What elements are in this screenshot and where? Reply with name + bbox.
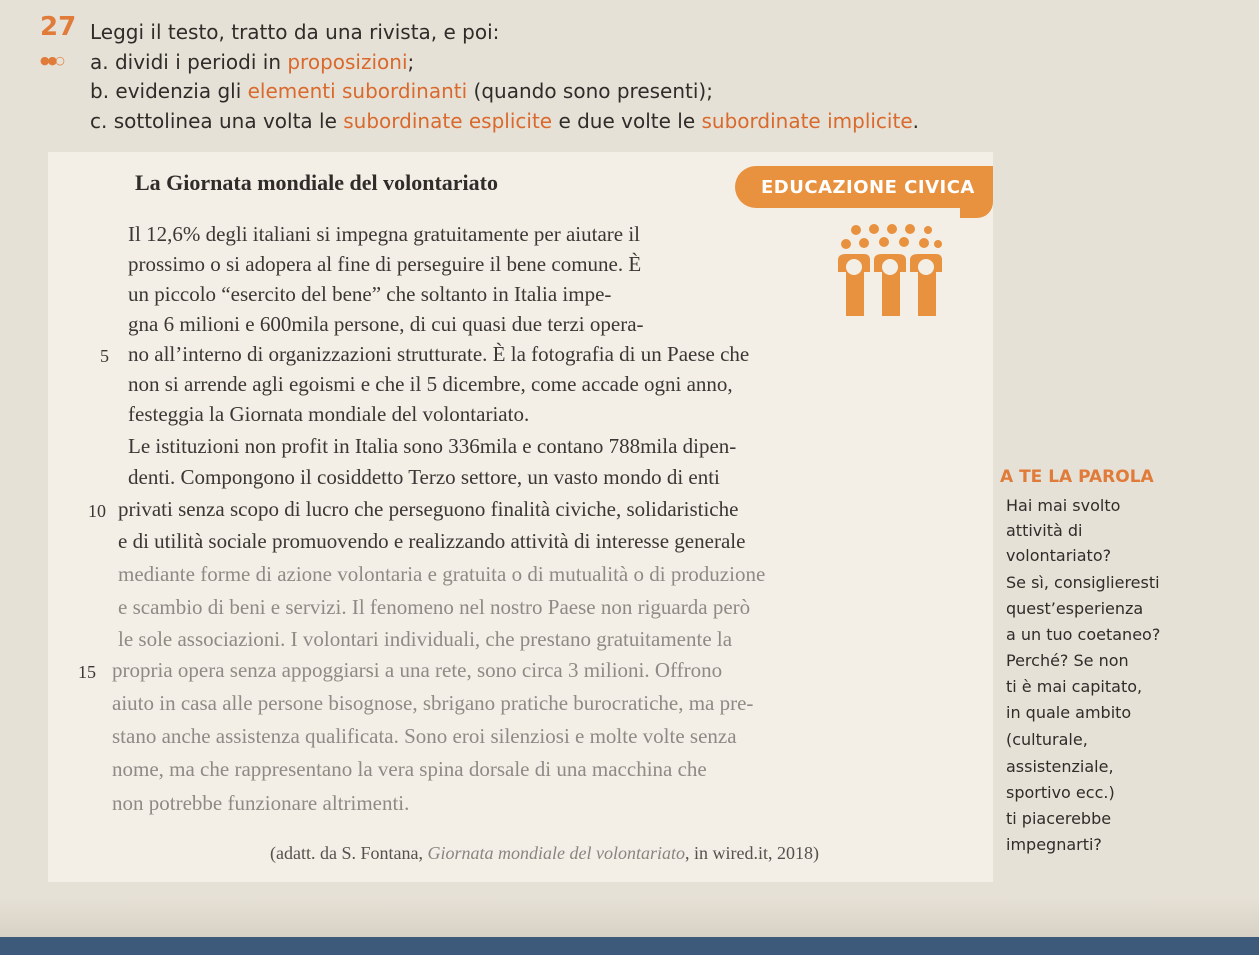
sidebar-line: assistenziale, [1006, 757, 1114, 776]
credit-suffix: , in wired.it, 2018) [684, 843, 819, 863]
sidebar-line: attività di [1006, 521, 1083, 540]
line-number-10: 10 [88, 501, 106, 521]
article-line-11: e di utilità sociale promuovendo e realizzando attività di interesse generale [118, 529, 746, 553]
people-icon [834, 220, 946, 318]
task-c-highlight-2: subordinate implicite [701, 109, 913, 133]
task-c-mid: e due volte le [552, 109, 702, 133]
task-a-prefix: a. dividi i periodi in [90, 50, 288, 74]
task-a-highlight: proposizioni [287, 50, 408, 74]
sidebar-line: sportivo ecc.) [1006, 783, 1115, 802]
article-line-14: le sole associazioni. I volontari individuali, che prestano gratuitamente la [118, 627, 733, 651]
task-c-prefix: c. sottolinea una volta le [90, 109, 344, 133]
bottom-band [0, 937, 1259, 955]
sidebar-line: ti è mai capitato, [1006, 677, 1143, 696]
article-line-7: festeggia la Giornata mondiale del volontariato. [128, 402, 530, 426]
sidebar-line: ti piacerebbe [1006, 809, 1112, 828]
article-line-19: non potrebbe funzionare altrimenti. [112, 791, 410, 815]
article-title: La Giornata mondiale del volontariato [135, 170, 498, 195]
exercise-intro: Leggi il testo, tratto da una rivista, e poi: [90, 20, 500, 44]
sidebar-line: a un tuo coetaneo? [1006, 625, 1161, 644]
article-line-6: non si arrende agli egoismi e che il 5 dicembre, come accade ogni anno, [128, 372, 733, 396]
sidebar-line: Se sì, consiglieresti [1006, 573, 1160, 592]
article-line-2: prossimo o si adopera al fine di perseguire il bene comune. È [128, 252, 642, 276]
article-line-10: privati senza scopo di lucro che perseguono finalità civiche, solidaristiche [118, 497, 739, 521]
task-b [90, 79, 713, 103]
article-line-15: propria opera senza appoggiarsi a una rete, sono circa 3 milioni. Offrono [112, 658, 723, 682]
task-a-suffix: ; [407, 50, 415, 74]
difficulty-marker: ●●○ [40, 54, 63, 67]
task-c-highlight: subordinate esplicite [343, 109, 553, 133]
sidebar-line: (culturale, [1006, 730, 1088, 749]
article-line-13: e scambio di beni e servizi. Il fenomeno nel nostro Paese non riguarda però [118, 595, 751, 619]
article-line-8: Le istituzioni non profit in Italia sono 336mila e contano 788mila dipen- [128, 434, 737, 458]
sidebar-line: in quale ambito [1006, 703, 1132, 722]
article-line-16: aiuto in casa alle persone bisognose, sbrigano pratiche burocratiche, ma pre- [112, 691, 754, 715]
credit-prefix: (adatt. da S. Fontana, [270, 843, 428, 863]
article-line-3: un piccolo “esercito del bene” che soltanto in Italia impe- [128, 282, 612, 306]
task-b-highlight: elementi subordinanti [247, 79, 468, 103]
line-number-15: 15 [78, 662, 96, 682]
article-line-4: gna 6 milioni e 600mila persone, di cui quasi due terzi opera- [128, 312, 644, 336]
article-line-18: nome, ma che rappresentano la vera spina dorsale di una macchina che [112, 757, 707, 781]
sidebar-title: A TE LA PAROLA [1000, 467, 1154, 487]
sidebar-line: volontariato? [1006, 546, 1112, 565]
sidebar-line: Perché? Se non [1006, 651, 1129, 670]
page-shadow [0, 897, 1259, 937]
civic-education-badge: EDUCAZIONE CIVICA [735, 166, 990, 208]
line-number-5: 5 [100, 346, 109, 366]
credit-title: Giornata mondiale del volontariato [427, 843, 685, 863]
sidebar-line: impegnarti? [1006, 835, 1102, 854]
article-credit [270, 843, 819, 864]
article-line-1: Il 12,6% degli italiani si impegna gratuitamente per aiutare il [128, 222, 640, 246]
article-line-12: mediante forme di azione volontaria e gratuita o di mutualità o di produzione [118, 562, 766, 586]
task-b-prefix: b. evidenzia gli [90, 79, 248, 103]
exercise-number: 27 [40, 12, 77, 42]
task-c-suffix: . [912, 109, 919, 133]
task-b-suffix: (quando sono presenti); [467, 79, 713, 103]
sidebar-line: quest’esperienza [1006, 599, 1144, 618]
task-c [90, 109, 919, 133]
article-line-17: stano anche assistenza qualificata. Sono eroi silenziosi e molte volte senza [112, 724, 737, 748]
article-line-9: denti. Compongono il cosiddetto Terzo settore, un vasto mondo di enti [128, 465, 720, 489]
task-a [90, 50, 414, 74]
sidebar-line: Hai mai svolto [1006, 496, 1121, 515]
article-line-5: no all’interno di organizzazioni strutturate. È la fotografia di un Paese che [128, 342, 750, 366]
